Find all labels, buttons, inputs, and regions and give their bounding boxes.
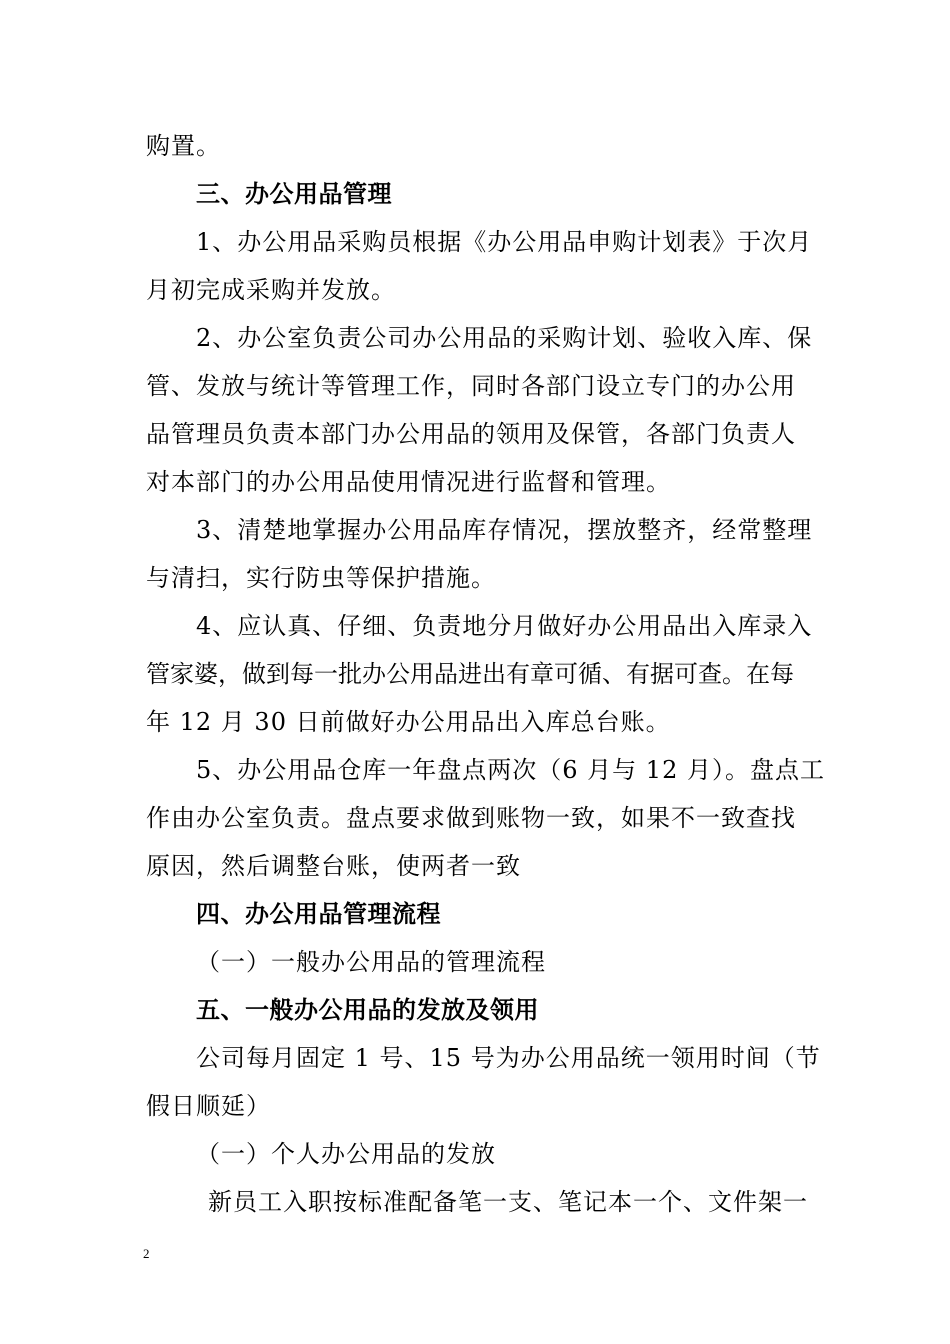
text-line: 5、办公用品仓库一年盘点两次（6 月与 12 月）。盘点工 (196, 756, 825, 784)
section-heading-5: 五、一般办公用品的发放及领用 (196, 996, 539, 1024)
page-number: 2 (143, 1246, 150, 1261)
text-line: 假日顺延） (146, 1092, 271, 1120)
text-line: 品管理员负责本部门办公用品的领用及保管，各部门负责人 (146, 420, 796, 448)
text-line: 购置。 (146, 132, 221, 160)
text-line: 作由办公室负责。盘点要求做到账物一致，如果不一致查找 (146, 804, 796, 832)
text-line: 年 12 月 30 日前做好办公用品出入库总台账。 (146, 708, 671, 736)
text-line: 新员工入职按标准配备笔一支、笔记本一个、文件架一 (208, 1188, 808, 1216)
subsection-heading: （一）个人办公用品的发放 (196, 1140, 496, 1168)
text-line: 与清扫，实行防虫等保护措施。 (146, 564, 496, 592)
text-line: 月初完成采购并发放。 (146, 276, 396, 304)
text-line: 3、清楚地掌握办公用品库存情况，摆放整齐，经常整理 (196, 516, 813, 544)
text-line: 公司每月固定 1 号、15 号为办公用品统一领用时间（节 (196, 1044, 821, 1072)
text-line: 对本部门的办公用品使用情况进行监督和管理。 (146, 468, 671, 496)
section-heading-3: 三、办公用品管理 (196, 180, 392, 208)
text-line: 4、应认真、仔细、负责地分月做好办公用品出入库录入 (196, 612, 813, 640)
subsection-heading: （一）一般办公用品的管理流程 (196, 948, 546, 976)
section-heading-4: 四、办公用品管理流程 (196, 900, 441, 928)
text-line: 管、发放与统计等管理工作，同时各部门设立专门的办公用 (146, 372, 796, 400)
text-line: 1、办公用品采购员根据《办公用品申购计划表》于次月 (196, 228, 813, 256)
text-line: 原因，然后调整台账，使两者一致 (146, 852, 521, 880)
text-line: 2、办公室负责公司办公用品的采购计划、验收入库、保 (196, 324, 813, 352)
text-line: 管家婆，做到每一批办公用品进出有章可循、有据可查。在每 (146, 660, 794, 688)
